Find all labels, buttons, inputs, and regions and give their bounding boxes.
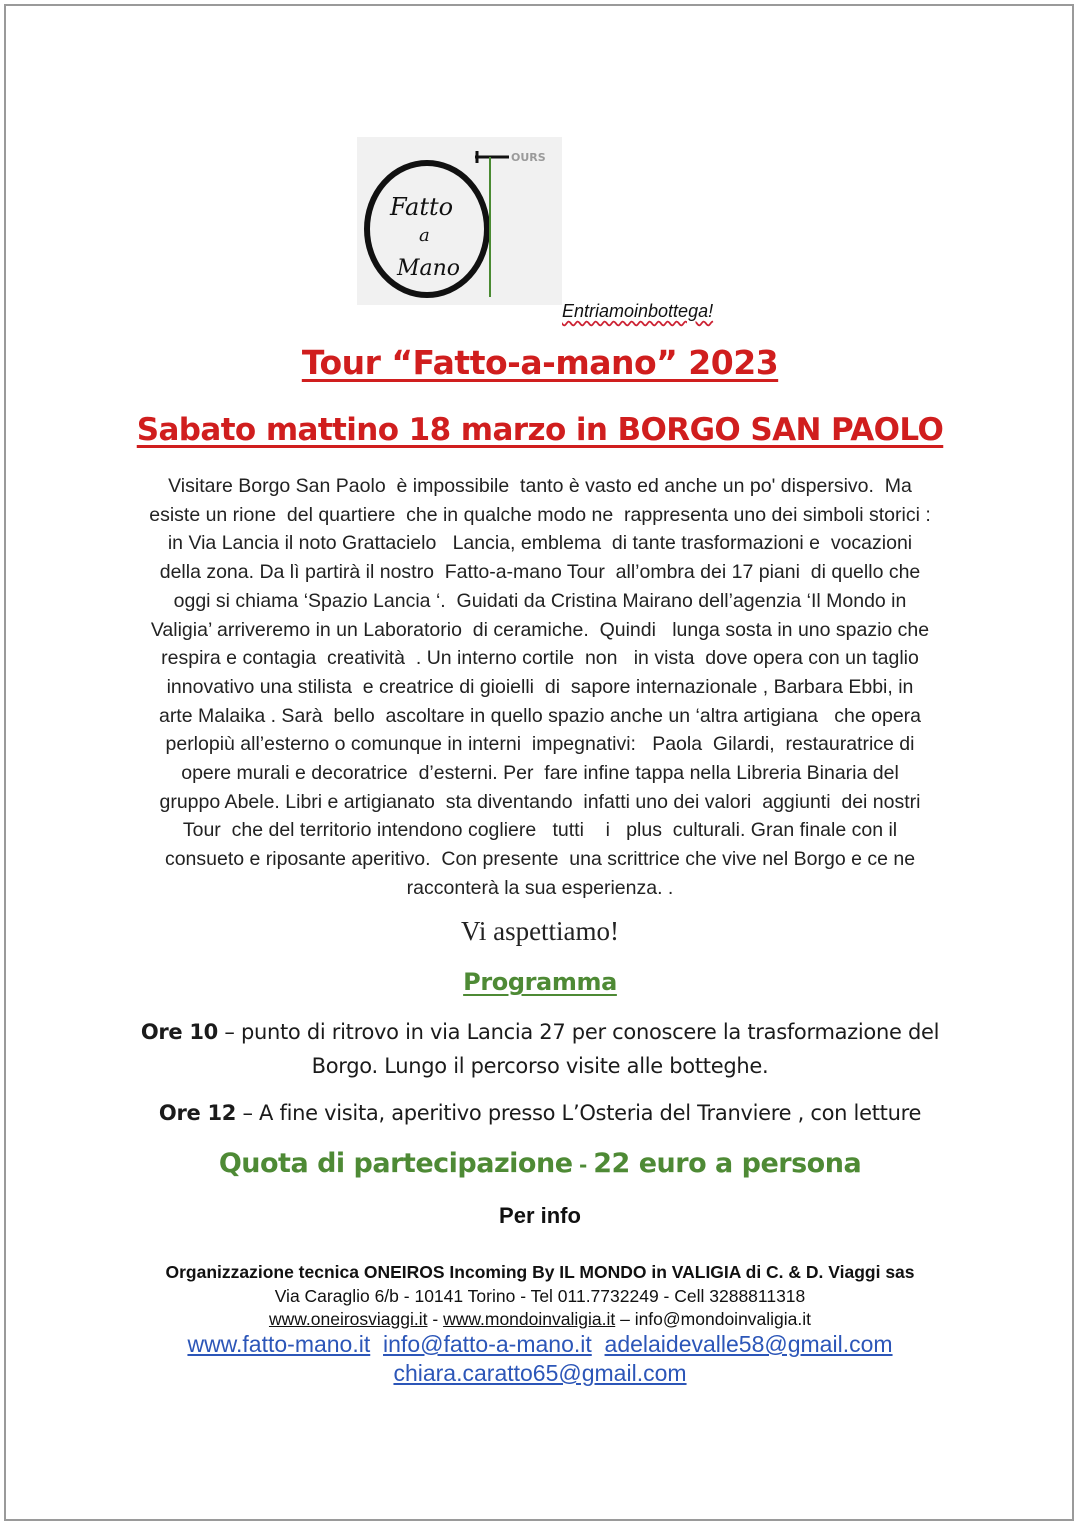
description-line: respira e contagia creatività . Un interno cortile non in vista dove opera con un taglio <box>161 647 919 670</box>
programma-heading: Programma <box>463 968 617 996</box>
schedule-item <box>120 1096 960 1130</box>
per-info-heading: Per info <box>499 1203 581 1228</box>
description-line: oggi si chiama ‘Spazio Lancia ‘. Guidati da Cristina Mairano dell’agenzia ‘Il Mondo in <box>173 589 907 612</box>
address-line: Via Caraglio 6/b - 10141 Torino - Tel 011.7732249 - Cell 3288811318 <box>274 1286 806 1306</box>
description-line: arte Malaika . Sarà bello ascoltare in quello spazio anche un ‘altra artigiana che opera <box>158 704 922 727</box>
description-line: perlopiù all’esterno o comunque in interni impegnativi: Paola Gilardi, restauratrice di <box>165 733 915 756</box>
description-line: consueto e riposante aperitivo. Con presente una scrittrice che vive nel Borgo e ce ne <box>164 848 916 871</box>
web-separator: - <box>427 1309 444 1329</box>
description <box>96 472 984 903</box>
description-line: racconterà la sua esperienza. . <box>406 876 674 899</box>
description-line: della zona. Da lì partirà il nostro Fatto-a-mano Tour all’ombra dei 17 piani di quello che <box>159 561 921 584</box>
schedule-time: Ore 12 <box>158 1101 237 1125</box>
svg-text:Fatto: Fatto <box>390 193 454 221</box>
description-line: Tour che del territorio intendono cogliere tutti i plus culturali. Gran finale con il <box>182 819 898 842</box>
web-line <box>0 1309 1080 1330</box>
description-line: esiste un rione del quartiere che in qualche modo ne rappresenta uno dei simboli storici : <box>149 503 931 526</box>
price-separator: - <box>572 1153 594 1177</box>
svg-text:OURS: OURS <box>511 151 546 164</box>
tagline: Entriamoinbottega! <box>562 301 714 321</box>
contact-links <box>0 1330 1080 1388</box>
organizer-line: Organizzazione tecnica ONEIROS Incoming By IL MONDO in VALIGIA di C. & D. Viaggi sas <box>165 1262 915 1282</box>
event-date-title: Sabato mattino 18 marzo in BORGO SAN PAOLO <box>136 412 944 448</box>
price-label: Quota di partecipazione <box>218 1148 573 1179</box>
description-line: Visitare Borgo San Paolo è impossibile tanto è vasto ed anche un po' dispersivo. Ma <box>168 475 912 497</box>
price-value: 22 euro a persona <box>593 1148 862 1179</box>
svg-text:a: a <box>419 225 430 246</box>
closing-line: Vi aspettiamo! <box>460 916 620 946</box>
description-line: opere murali e decoratrice d’esterni. Per fare infine tappa nella Libreria Binaria del <box>181 762 899 785</box>
fatto-a-mano-logo <box>357 137 562 305</box>
description-line: gruppo Abele. Libri e artigianato sta diventando infatti uno dei valori aggiunti dei nostri <box>159 790 921 813</box>
schedule-item <box>120 1015 960 1083</box>
mondoinvaligia-link[interactable]: www.mondoinvaligia.it <box>443 1309 616 1329</box>
oneiros-link[interactable]: www.oneirosviaggi.it <box>268 1309 428 1329</box>
schedule-text: Borgo. Lungo il percorso visite alle botteghe. <box>311 1054 769 1078</box>
schedule-text: – punto di ritrovo in via Lancia 27 per conoscere la trasformazione del <box>218 1020 940 1044</box>
logo-graphic <box>357 137 562 305</box>
description-line: in Via Lancia il noto Grattacielo Lancia, emblema di tante trasformazioni e vocazioni <box>167 532 913 555</box>
tour-title: Tour “Fatto-a-mano” 2023 <box>301 343 779 382</box>
fatto-mano-site-link[interactable]: www.fatto-mano.it <box>187 1331 371 1357</box>
email-text: – info@mondoinvaligia.it <box>615 1309 812 1329</box>
schedule-text: – A fine visita, aperitivo presso L’Osteria del Tranviere , con letture <box>236 1101 922 1125</box>
svg-text:Mano: Mano <box>397 256 461 281</box>
fatto-a-mano-email-link[interactable]: info@fatto-a-mano.it <box>383 1331 592 1357</box>
description-line: Valigia’ arriveremo in un Laboratorio di ceramiche. Quindi lunga sosta in uno spazio che <box>150 618 930 641</box>
description-line: innovativo una stilista e creatrice di gioielli di sapore internazionale , Barbara Ebbi, in <box>166 675 914 698</box>
chiara-email-link[interactable]: chiara.caratto65@gmail.com <box>393 1360 687 1386</box>
schedule-time: Ore 10 <box>140 1020 218 1044</box>
price-line <box>0 1148 1080 1179</box>
adelaide-email-link[interactable]: adelaidevalle58@gmail.com <box>604 1331 893 1357</box>
